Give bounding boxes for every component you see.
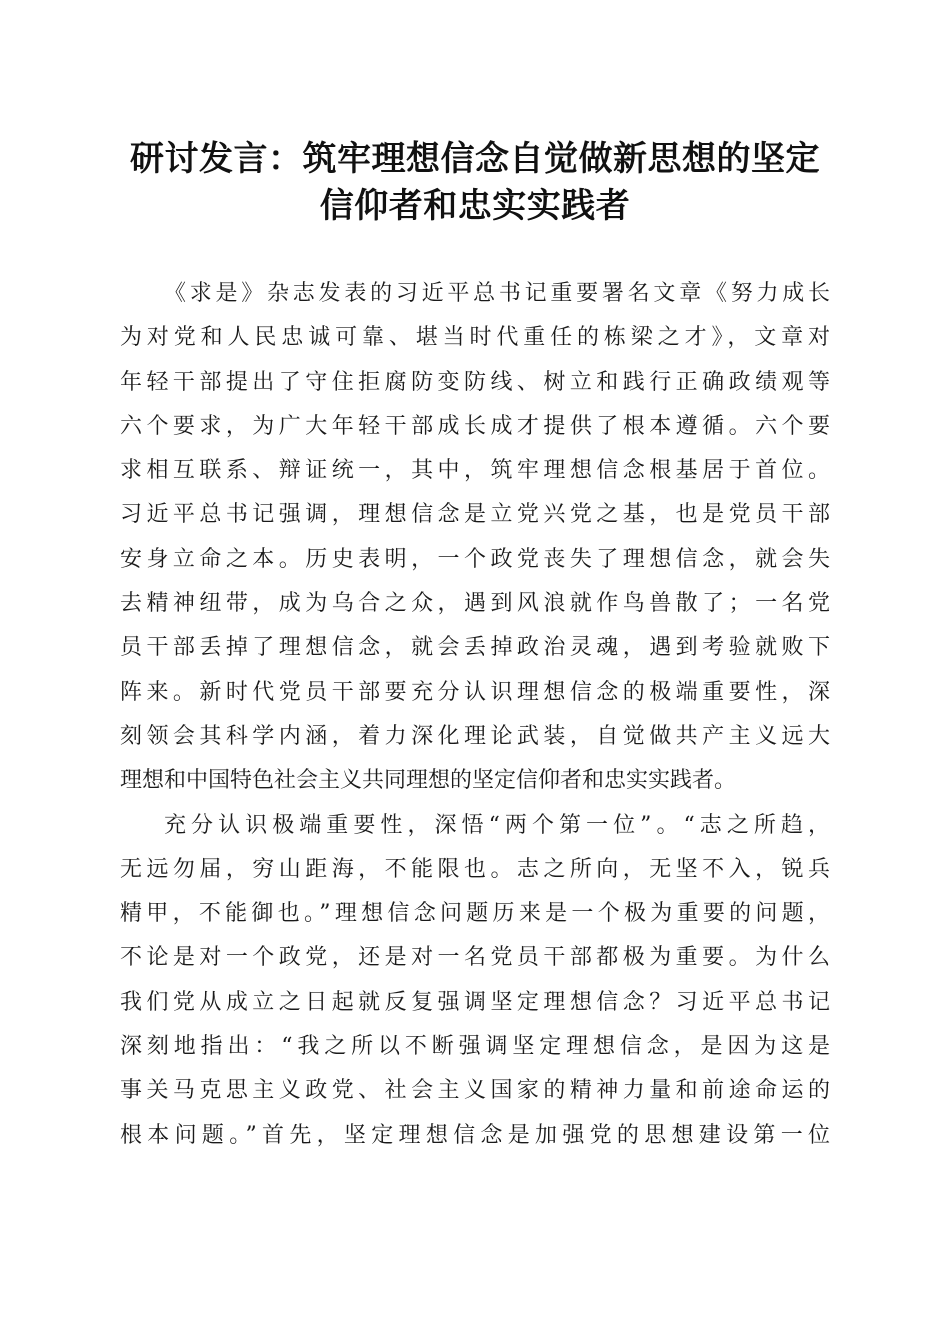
document-body <box>120 272 830 1158</box>
paragraph-line: 刻领会其科学内涵，着力深化理论武装，自觉做共产主义远大 <box>120 723 830 749</box>
paragraph-line: 求相互联系、辩证统一，其中，筑牢理想信念根基居于首位。 <box>120 458 830 484</box>
paragraph-line: 精甲，不能御也。”理想信念问题历来是一个极为重要的问题， <box>120 901 830 927</box>
paragraph-line: 为对党和人民忠诚可靠、堪当时代重任的栋梁之才》，文章对 <box>120 325 830 351</box>
paragraph-line: 员干部丢掉了理想信念，就会丢掉政治灵魂，遇到考验就败下 <box>120 635 830 661</box>
paragraph-line: 《求是》杂志发表的习近平总书记重要署名文章《努力成长 <box>164 281 830 306</box>
paragraph-line: 根本问题。”首先，坚定理想信念是加强党的思想建设第一位 <box>120 1122 830 1148</box>
paragraph-line: 理想和中国特色社会主义共同理想的坚定信仰者和忠实实践者。 <box>120 768 737 794</box>
paragraph-2 <box>120 804 830 1158</box>
paragraph-line: 习近平总书记强调，理想信念是立党兴党之基，也是党员干部 <box>120 502 830 528</box>
paragraph-line: 无远勿届，穷山距海，不能限也。志之所向，无坚不入，锐兵 <box>120 856 830 882</box>
paragraph-line: 充分认识极端重要性，深悟“两个第一位”。“志之所趋， <box>164 812 830 838</box>
title-line-2: 信仰者和忠实实践者 <box>319 186 631 226</box>
paragraph-line: 安身立命之本。历史表明，一个政党丧失了理想信念，就会失 <box>120 546 830 572</box>
paragraph-line: 阵来。新时代党员干部要充分认识理想信念的极端重要性，深 <box>120 679 830 705</box>
paragraph-line: 深刻地指出：“我之所以不断强调坚定理想信念，是因为这是 <box>120 1034 830 1060</box>
paragraph-line: 去精神纽带，成为乌合之众，遇到风浪就作鸟兽散了；一名党 <box>120 591 830 617</box>
paragraph-line: 年轻干部提出了守住拒腐防变防线、树立和践行正确政绩观等 <box>120 369 830 395</box>
paragraph-line: 事关马克思主义政党、社会主义国家的精神力量和前途命运的 <box>120 1078 830 1104</box>
paragraph-line: 不论是对一个政党，还是对一名党员干部都极为重要。为什么 <box>120 945 830 971</box>
title-line-1: 研讨发言：筑牢理想信念自觉做新思想的坚定 <box>130 139 820 179</box>
paragraph-1 <box>120 272 830 804</box>
paragraph-line: 六个要求，为广大年轻干部成长成才提供了根本遵循。六个要 <box>120 413 830 439</box>
document-title <box>100 136 850 230</box>
paragraph-line: 我们党从成立之日起就反复强调坚定理想信念？习近平总书记 <box>120 989 830 1015</box>
